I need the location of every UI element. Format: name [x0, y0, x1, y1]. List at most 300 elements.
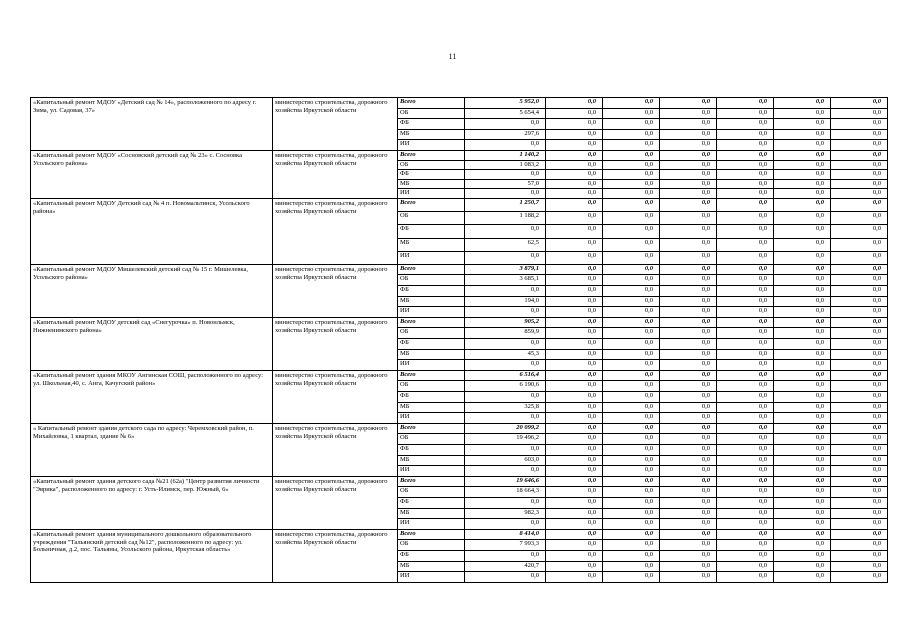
amount-cell: 0,0 [660, 413, 717, 424]
amount-cell: 0,0 [603, 212, 660, 225]
amount-total-cell: 6 516,4 [465, 370, 546, 381]
amount-cell: 0,0 [717, 251, 774, 264]
amount-cell: 0,0 [660, 423, 717, 434]
amount-cell: 0,0 [546, 212, 603, 225]
amount-cell: 0,0 [831, 466, 888, 477]
funding-source: ФБ [398, 119, 465, 130]
amount-cell: 0,0 [717, 402, 774, 413]
amount-cell: 0,0 [717, 508, 774, 519]
amount-cell: 0,0 [546, 455, 603, 466]
amount-cell: 0,0 [603, 150, 660, 160]
amount-cell: 0,0 [660, 339, 717, 350]
amount-cell: 0,0 [603, 487, 660, 498]
amount-cell: 0,0 [660, 550, 717, 561]
amount-cell: 0,0 [546, 150, 603, 160]
amount-cell: 0,0 [774, 140, 831, 151]
amount-cell: 0,0 [774, 264, 831, 275]
amount-cell: 0,0 [660, 561, 717, 572]
amount-cell: 0,0 [603, 392, 660, 403]
amount-cell: 0,0 [774, 540, 831, 551]
amount-cell: 0,0 [717, 212, 774, 225]
amount-cell: 0,0 [831, 529, 888, 540]
amount-cell: 0,0 [831, 212, 888, 225]
amount-cell: 0,0 [660, 572, 717, 583]
amount-cell: 0,0 [774, 392, 831, 403]
amount-cell: 0,0 [831, 140, 888, 151]
amount-total-cell: 859,9 [465, 328, 546, 339]
amount-cell: 0,0 [774, 455, 831, 466]
funding-source: ОБ [398, 381, 465, 392]
funding-source: Всего [398, 98, 465, 109]
budget-table [30, 97, 888, 583]
amount-cell: 0,0 [546, 160, 603, 170]
amount-cell: 0,0 [546, 572, 603, 583]
amount-cell: 0,0 [831, 98, 888, 109]
funding-source: Всего [398, 423, 465, 434]
amount-cell: 0,0 [774, 434, 831, 445]
amount-cell: 0,0 [831, 392, 888, 403]
amount-cell: 0,0 [546, 476, 603, 487]
amount-cell: 0,0 [774, 251, 831, 264]
amount-cell: 0,0 [660, 328, 717, 339]
amount-cell: 0,0 [546, 466, 603, 477]
amount-cell: 0,0 [831, 150, 888, 160]
amount-cell: 0,0 [717, 189, 774, 199]
amount-cell: 0,0 [717, 160, 774, 170]
amount-cell: 0,0 [546, 296, 603, 307]
amount-cell: 0,0 [660, 212, 717, 225]
amount-total-cell: 0,0 [465, 189, 546, 199]
amount-cell: 0,0 [603, 508, 660, 519]
amount-cell: 0,0 [774, 444, 831, 455]
amount-cell: 0,0 [717, 108, 774, 119]
amount-total-cell: 0,0 [465, 170, 546, 180]
amount-cell: 0,0 [717, 519, 774, 530]
responsible-ministry: министерство строительства, дорожного хозяйства Иркутской области [273, 264, 398, 317]
amount-cell: 0,0 [546, 198, 603, 211]
amount-cell: 0,0 [831, 413, 888, 424]
project-name: «Капитальный ремонт здания МКОУ Ангинская СОШ, расположенного по адресу: ул. Школьная,40, с. Анга, Качугский район» [31, 370, 273, 423]
amount-cell: 0,0 [546, 189, 603, 199]
amount-cell: 0,0 [774, 339, 831, 350]
amount-cell: 0,0 [660, 402, 717, 413]
amount-cell: 0,0 [717, 264, 774, 275]
amount-total-cell: 297,6 [465, 129, 546, 140]
amount-cell: 0,0 [717, 140, 774, 151]
amount-cell: 0,0 [603, 189, 660, 199]
funding-source: Всего [398, 264, 465, 275]
amount-cell: 0,0 [546, 444, 603, 455]
amount-cell: 0,0 [603, 497, 660, 508]
amount-total-cell: 0,0 [465, 286, 546, 297]
amount-cell: 0,0 [831, 550, 888, 561]
amount-cell: 0,0 [660, 286, 717, 297]
funding-source: ФБ [398, 392, 465, 403]
amount-cell: 0,0 [774, 296, 831, 307]
amount-cell: 0,0 [831, 455, 888, 466]
amount-cell: 0,0 [660, 160, 717, 170]
amount-cell: 0,0 [546, 264, 603, 275]
amount-total-cell: 62,5 [465, 238, 546, 251]
amount-cell: 0,0 [660, 264, 717, 275]
amount-cell: 0,0 [546, 238, 603, 251]
amount-cell: 0,0 [774, 129, 831, 140]
amount-cell: 0,0 [774, 370, 831, 381]
amount-total-cell: 0,0 [465, 339, 546, 350]
amount-cell: 0,0 [774, 225, 831, 238]
amount-cell: 0,0 [546, 413, 603, 424]
amount-cell: 0,0 [717, 529, 774, 540]
amount-cell: 0,0 [774, 550, 831, 561]
amount-cell: 0,0 [660, 108, 717, 119]
amount-cell: 0,0 [717, 98, 774, 109]
amount-cell: 0,0 [660, 392, 717, 403]
amount-cell: 0,0 [603, 119, 660, 130]
amount-cell: 0,0 [717, 129, 774, 140]
amount-cell: 0,0 [546, 170, 603, 180]
amount-cell: 0,0 [603, 275, 660, 286]
amount-cell: 0,0 [774, 328, 831, 339]
amount-cell: 0,0 [717, 328, 774, 339]
amount-cell: 0,0 [774, 360, 831, 371]
amount-cell: 0,0 [660, 296, 717, 307]
amount-total-cell: 19 496,2 [465, 434, 546, 445]
funding-source: Всего [398, 370, 465, 381]
amount-cell: 0,0 [774, 497, 831, 508]
responsible-ministry: министерство строительства, дорожного хозяйства Иркутской области [273, 370, 398, 423]
amount-total-cell: 45,3 [465, 349, 546, 360]
amount-cell: 0,0 [831, 108, 888, 119]
amount-cell: 0,0 [717, 296, 774, 307]
amount-cell: 0,0 [603, 264, 660, 275]
amount-cell: 0,0 [831, 170, 888, 180]
amount-cell: 0,0 [774, 519, 831, 530]
amount-cell: 0,0 [774, 423, 831, 434]
funding-source: ФБ [398, 225, 465, 238]
responsible-ministry: министерство строительства, дорожного хозяйства Иркутской области [273, 317, 398, 370]
amount-cell: 0,0 [717, 540, 774, 551]
amount-cell: 0,0 [774, 381, 831, 392]
funding-source: ИИ [398, 572, 465, 583]
amount-total-cell: 0,0 [465, 444, 546, 455]
amount-cell: 0,0 [603, 349, 660, 360]
amount-cell: 0,0 [603, 238, 660, 251]
amount-cell: 0,0 [660, 317, 717, 328]
amount-cell: 0,0 [546, 98, 603, 109]
project-name: «Капитальный ремонт МДОУ «Сосновский детский сад № 23» с. Сосновка Усольского района» [31, 150, 273, 198]
amount-cell: 0,0 [660, 540, 717, 551]
amount-total-cell: 0,0 [465, 550, 546, 561]
project-total-row [31, 317, 888, 328]
amount-cell: 0,0 [717, 339, 774, 350]
amount-cell: 0,0 [546, 402, 603, 413]
project-total-row [31, 476, 888, 487]
amount-cell: 0,0 [660, 508, 717, 519]
project-total-row [31, 529, 888, 540]
amount-cell: 0,0 [546, 275, 603, 286]
funding-source: МБ [398, 129, 465, 140]
amount-cell: 0,0 [831, 275, 888, 286]
amount-total-cell: 0,0 [465, 466, 546, 477]
amount-cell: 0,0 [774, 402, 831, 413]
amount-total-cell: 982,3 [465, 508, 546, 519]
amount-total-cell: 420,7 [465, 561, 546, 572]
amount-cell: 0,0 [717, 476, 774, 487]
responsible-ministry: министерство строительства, дорожного хозяйства Иркутской области [273, 529, 398, 582]
amount-cell: 0,0 [546, 508, 603, 519]
amount-cell: 0,0 [546, 487, 603, 498]
amount-cell: 0,0 [717, 572, 774, 583]
amount-total-cell: 0,0 [465, 413, 546, 424]
amount-cell: 0,0 [546, 179, 603, 189]
funding-source: ФБ [398, 444, 465, 455]
funding-source: ОБ [398, 434, 465, 445]
amount-cell: 0,0 [774, 198, 831, 211]
amount-cell: 0,0 [831, 328, 888, 339]
amount-cell: 0,0 [717, 561, 774, 572]
amount-total-cell: 1 083,2 [465, 160, 546, 170]
amount-cell: 0,0 [603, 423, 660, 434]
amount-cell: 0,0 [546, 497, 603, 508]
amount-total-cell: 905,2 [465, 317, 546, 328]
amount-cell: 0,0 [831, 129, 888, 140]
amount-cell: 0,0 [603, 540, 660, 551]
amount-cell: 0,0 [717, 317, 774, 328]
amount-cell: 0,0 [831, 307, 888, 318]
amount-cell: 0,0 [717, 275, 774, 286]
amount-cell: 0,0 [660, 150, 717, 160]
amount-cell: 0,0 [831, 296, 888, 307]
amount-total-cell: 0,0 [465, 140, 546, 151]
amount-cell: 0,0 [717, 238, 774, 251]
amount-cell: 0,0 [717, 370, 774, 381]
amount-cell: 0,0 [660, 179, 717, 189]
funding-source: Всего [398, 198, 465, 211]
amount-cell: 0,0 [546, 349, 603, 360]
amount-cell: 0,0 [603, 519, 660, 530]
responsible-ministry: министерство строительства, дорожного хозяйства Иркутской области [273, 98, 398, 151]
amount-total-cell: 57,0 [465, 179, 546, 189]
amount-cell: 0,0 [660, 381, 717, 392]
funding-source: ОБ [398, 212, 465, 225]
amount-total-cell: 0,0 [465, 119, 546, 130]
amount-cell: 0,0 [546, 519, 603, 530]
funding-source: МБ [398, 296, 465, 307]
funding-source: МБ [398, 561, 465, 572]
amount-cell: 0,0 [603, 444, 660, 455]
amount-cell: 0,0 [717, 381, 774, 392]
funding-source: ОБ [398, 108, 465, 119]
project-name: «Капитальный ремонт МДОУ детский сад «Снегурочка» п. Новонльмск, Нижнеиимского района» [31, 317, 273, 370]
amount-cell: 0,0 [603, 550, 660, 561]
amount-cell: 0,0 [831, 317, 888, 328]
amount-cell: 0,0 [774, 487, 831, 498]
amount-cell: 0,0 [774, 179, 831, 189]
funding-source: МБ [398, 238, 465, 251]
amount-cell: 0,0 [603, 296, 660, 307]
amount-cell: 0,0 [660, 129, 717, 140]
funding-source: ФБ [398, 170, 465, 180]
amount-cell: 0,0 [603, 98, 660, 109]
amount-total-cell: 0,0 [465, 307, 546, 318]
amount-cell: 0,0 [717, 307, 774, 318]
funding-source: МБ [398, 179, 465, 189]
amount-total-cell: 603,0 [465, 455, 546, 466]
amount-cell: 0,0 [717, 349, 774, 360]
amount-cell: 0,0 [774, 98, 831, 109]
amount-cell: 0,0 [774, 476, 831, 487]
amount-cell: 0,0 [831, 189, 888, 199]
amount-cell: 0,0 [660, 119, 717, 130]
amount-cell: 0,0 [603, 434, 660, 445]
amount-cell: 0,0 [603, 455, 660, 466]
amount-cell: 0,0 [603, 179, 660, 189]
amount-cell: 0,0 [546, 550, 603, 561]
amount-total-cell: 5 952,0 [465, 98, 546, 109]
amount-cell: 0,0 [546, 360, 603, 371]
project-name: «Капитальный ремонт МДОУ Мишелевский детский сад № 15 г. Мишелевка, Усольского района» [31, 264, 273, 317]
amount-cell: 0,0 [774, 160, 831, 170]
funding-source: ИИ [398, 307, 465, 318]
amount-cell: 0,0 [831, 349, 888, 360]
amount-total-cell: 1 140,2 [465, 150, 546, 160]
funding-source: ФБ [398, 286, 465, 297]
amount-cell: 0,0 [660, 487, 717, 498]
amount-cell: 0,0 [774, 286, 831, 297]
amount-cell: 0,0 [660, 98, 717, 109]
funding-source: ОБ [398, 328, 465, 339]
amount-cell: 0,0 [831, 370, 888, 381]
amount-cell: 0,0 [831, 476, 888, 487]
amount-cell: 0,0 [774, 466, 831, 477]
amount-cell: 0,0 [831, 561, 888, 572]
amount-cell: 0,0 [831, 238, 888, 251]
amount-cell: 0,0 [546, 339, 603, 350]
amount-cell: 0,0 [546, 423, 603, 434]
amount-cell: 0,0 [717, 550, 774, 561]
amount-cell: 0,0 [546, 381, 603, 392]
amount-cell: 0,0 [774, 508, 831, 519]
amount-cell: 0,0 [774, 108, 831, 119]
amount-cell: 0,0 [603, 129, 660, 140]
amount-total-cell: 0,0 [465, 572, 546, 583]
amount-cell: 0,0 [831, 572, 888, 583]
responsible-ministry: министерство строительства, дорожного хозяйства Иркутской области [273, 150, 398, 198]
amount-cell: 0,0 [603, 307, 660, 318]
amount-cell: 0,0 [717, 392, 774, 403]
amount-cell: 0,0 [660, 434, 717, 445]
amount-cell: 0,0 [831, 286, 888, 297]
amount-cell: 0,0 [717, 225, 774, 238]
amount-cell: 0,0 [831, 444, 888, 455]
amount-cell: 0,0 [603, 108, 660, 119]
amount-cell: 0,0 [546, 317, 603, 328]
amount-cell: 0,0 [546, 129, 603, 140]
amount-cell: 0,0 [603, 561, 660, 572]
amount-cell: 0,0 [603, 360, 660, 371]
funding-source: ОБ [398, 275, 465, 286]
amount-cell: 0,0 [603, 198, 660, 211]
amount-total-cell: 325,8 [465, 402, 546, 413]
amount-cell: 0,0 [660, 140, 717, 151]
amount-cell: 0,0 [660, 225, 717, 238]
amount-cell: 0,0 [660, 307, 717, 318]
funding-source: МБ [398, 508, 465, 519]
amount-cell: 0,0 [660, 349, 717, 360]
amount-cell: 0,0 [546, 370, 603, 381]
amount-cell: 0,0 [603, 402, 660, 413]
amount-cell: 0,0 [660, 455, 717, 466]
amount-cell: 0,0 [546, 529, 603, 540]
amount-cell: 0,0 [774, 529, 831, 540]
amount-cell: 0,0 [603, 476, 660, 487]
project-total-row [31, 150, 888, 160]
amount-cell: 0,0 [717, 360, 774, 371]
amount-cell: 0,0 [831, 179, 888, 189]
amount-total-cell: 0,0 [465, 251, 546, 264]
amount-cell: 0,0 [603, 328, 660, 339]
amount-cell: 0,0 [603, 140, 660, 151]
amount-cell: 0,0 [603, 286, 660, 297]
amount-total-cell: 3 879,1 [465, 264, 546, 275]
amount-total-cell: 7 993,3 [465, 540, 546, 551]
amount-cell: 0,0 [774, 150, 831, 160]
amount-cell: 0,0 [717, 466, 774, 477]
amount-cell: 0,0 [831, 497, 888, 508]
amount-cell: 0,0 [546, 561, 603, 572]
amount-cell: 0,0 [603, 317, 660, 328]
amount-cell: 0,0 [831, 339, 888, 350]
amount-cell: 0,0 [774, 307, 831, 318]
funding-source: ОБ [398, 160, 465, 170]
responsible-ministry: министерство строительства, дорожного хозяйства Иркутской области [273, 476, 398, 529]
amount-cell: 0,0 [603, 529, 660, 540]
amount-total-cell: 194,0 [465, 296, 546, 307]
amount-cell: 0,0 [660, 476, 717, 487]
amount-cell: 0,0 [660, 497, 717, 508]
amount-cell: 0,0 [603, 572, 660, 583]
amount-cell: 0,0 [831, 508, 888, 519]
amount-total-cell: 8 414,0 [465, 529, 546, 540]
amount-cell: 0,0 [546, 108, 603, 119]
amount-cell: 0,0 [546, 286, 603, 297]
funding-source: МБ [398, 455, 465, 466]
responsible-ministry: министерство строительства, дорожного хозяйства Иркутской области [273, 198, 398, 264]
amount-cell: 0,0 [660, 238, 717, 251]
amount-total-cell: 6 190,6 [465, 381, 546, 392]
amount-cell: 0,0 [660, 251, 717, 264]
amount-total-cell: 1 188,2 [465, 212, 546, 225]
amount-cell: 0,0 [546, 392, 603, 403]
amount-cell: 0,0 [831, 540, 888, 551]
amount-total-cell: 0,0 [465, 360, 546, 371]
funding-source: ИИ [398, 360, 465, 371]
amount-cell: 0,0 [603, 170, 660, 180]
amount-cell: 0,0 [831, 198, 888, 211]
funding-source: Всего [398, 150, 465, 160]
amount-cell: 0,0 [546, 307, 603, 318]
project-name: «Капитальный ремонт здания муниципального дошкольного образовательного учреждения "Тальянский детский сад №12", расположенного по адресу: ул. Больничная, д.2, пос. Тальяны, Усольского района, Иркутская область» [31, 529, 273, 582]
amount-total-cell: 0,0 [465, 392, 546, 403]
amount-total-cell: 20 099,2 [465, 423, 546, 434]
amount-cell: 0,0 [603, 339, 660, 350]
amount-cell: 0,0 [660, 370, 717, 381]
amount-cell: 0,0 [603, 251, 660, 264]
amount-cell: 0,0 [831, 119, 888, 130]
project-name: «Капитальный ремонт здания детского сада №21 (62а) "Центр развития личности "Эврика", расположенного по адресу: г. Усть-Илимск, пер. Южный, 6» [31, 476, 273, 529]
amount-cell: 0,0 [831, 487, 888, 498]
project-total-row [31, 264, 888, 275]
